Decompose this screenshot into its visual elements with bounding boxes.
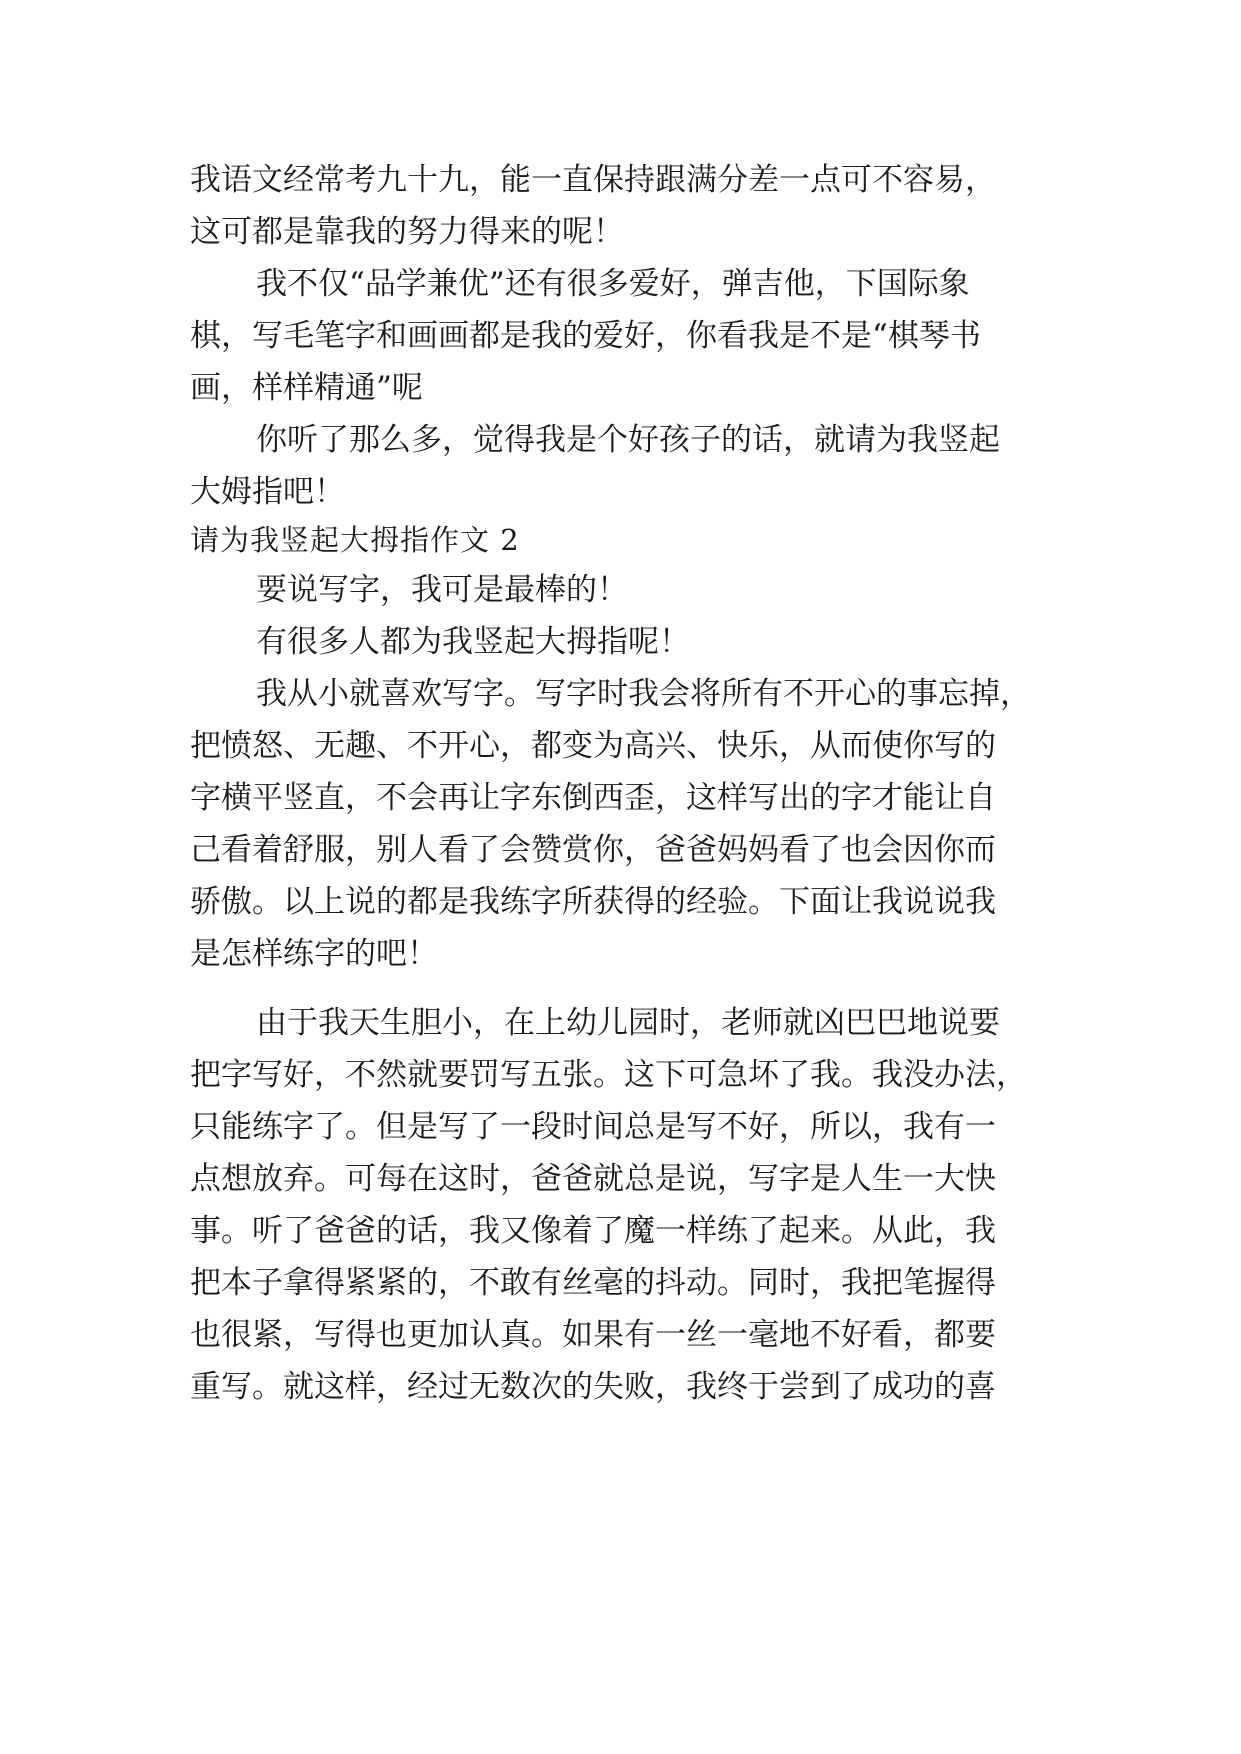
paragraph-line: 由于我天生胆小，在上幼儿园时，老师就凶巴巴地说要 [256,1005,1000,1041]
paragraph-line: 把本子拿得紧紧的，不敢有丝毫的抖动。同时，我把笔握得 [190,1265,996,1301]
section-heading: 请为我竖起大拇指作文 2 [190,523,520,557]
paragraph-line: 大姆指吧！ [190,474,345,510]
paragraph-line: 要说写字，我可是最棒的！ [256,572,628,608]
paragraph-line: 点想放弃。可每在这时，爸爸就总是说，写字是人生一大快 [190,1161,996,1197]
paragraph-line: 棋，写毛笔字和画画都是我的爱好，你看我是不是“棋琴书 [190,318,981,354]
paragraph-line: 我不仅“品学兼优”还有很多爱好，弹吉他，下国际象 [256,266,970,302]
paragraph-line: 己看着舒服，别人看了会赞赏你，爸爸妈妈看了也会因你而 [190,832,996,868]
paragraph-line: 只能练字了。但是写了一段时间总是写不好，所以，我有一 [190,1109,996,1145]
paragraph-line: 有很多人都为我竖起大拇指呢！ [256,624,690,660]
paragraph-line: 你听了那么多，觉得我是个好孩子的话，就请为我竖起 [256,422,1000,458]
paragraph-line: 是怎样练字的吧！ [190,936,438,972]
paragraph-line: 也很紧，写得也更加认真。如果有一丝一毫地不好看，都要 [190,1317,996,1353]
paragraph-line: 这可都是靠我的努力得来的呢！ [190,214,624,250]
paragraph-line: 我从小就喜欢写字。写字时我会将所有不开心的事忘掉， [256,676,1031,712]
paragraph-line: 画，样样精通”呢 [190,370,423,406]
paragraph-line: 把愤怒、无趣、不开心，都变为高兴、快乐，从而使你写的 [190,728,996,764]
paragraph-line: 字横平竖直，不会再让字东倒西歪，这样写出的字才能让自 [190,780,996,816]
paragraph-line: 把字写好，不然就要罚写五张。这下可急坏了我。我没办法， [190,1057,1027,1093]
paragraph-line: 事。听了爸爸的话，我又像着了魔一样练了起来。从此，我 [190,1213,996,1249]
paragraph-line: 我语文经常考九十九，能一直保持跟满分差一点可不容易， [190,162,996,198]
paragraph-line: 骄傲。以上说的都是我练字所获得的经验。下面让我说说我 [190,884,996,920]
paragraph-line: 重写。就这样，经过无数次的失败，我终于尝到了成功的喜 [190,1369,996,1405]
